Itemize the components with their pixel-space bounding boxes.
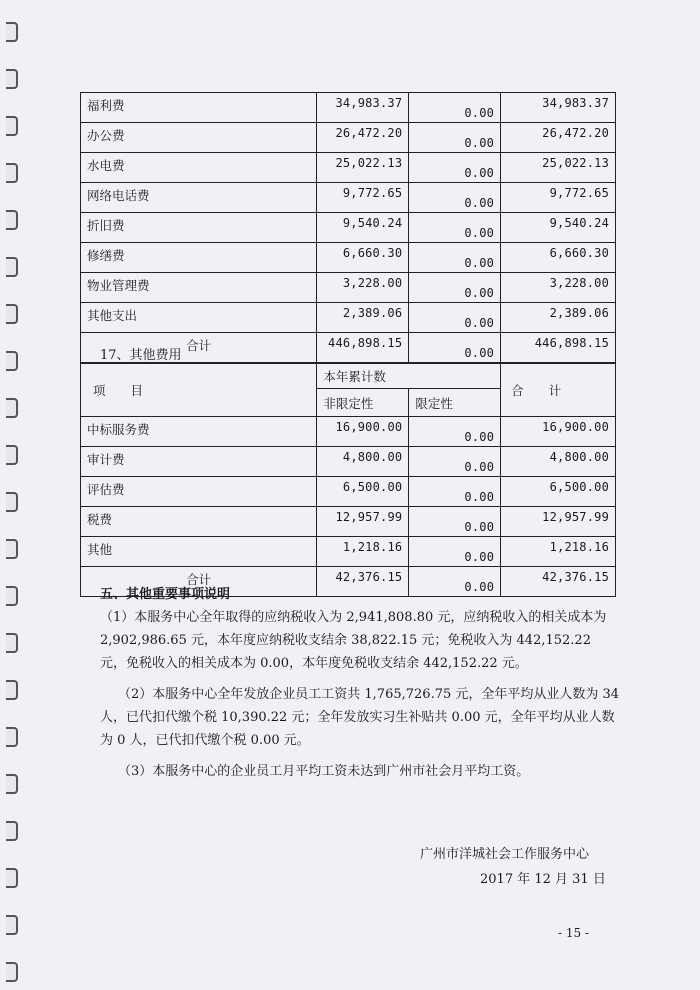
total-value: 42,376.15 [317,567,409,597]
header-total: 合 计 [501,364,616,417]
row-total: 25,022.13 [501,153,616,183]
row-restricted: 0.00 [409,213,501,243]
row-total: 34,983.37 [501,93,616,123]
table-row [81,537,616,567]
row-restricted: 0.00 [409,447,501,477]
row-total: 6,500.00 [501,477,616,507]
total-restricted: 0.00 [409,567,501,597]
total-sum: 42,376.15 [501,567,616,597]
row-name: 评估费 [81,477,317,507]
header-item: 项 目 [81,364,317,417]
binder-ring [6,633,18,653]
row-total: 6,660.30 [501,243,616,273]
section-5-title: 五、其他重要事项说明 [100,587,231,602]
row-value: 4,800.00 [317,447,409,477]
table-row [81,183,616,213]
row-name: 物业管理费 [81,273,317,303]
row-total: 12,957.99 [501,507,616,537]
binder-ring [6,821,18,841]
row-name: 办公费 [81,123,317,153]
header-restricted: 限定性 [409,389,501,417]
row-total: 3,228.00 [501,273,616,303]
row-total: 16,900.00 [501,417,616,447]
binder-ring [6,304,18,324]
row-restricted: 0.00 [409,123,501,153]
row-total: 26,472.20 [501,123,616,153]
binder-ring [6,351,18,371]
total-label: 合计 [81,333,317,363]
table-row [81,477,616,507]
header-unrestricted: 非限定性 [317,389,409,417]
binder-ring [6,680,18,700]
table-row [81,447,616,477]
row-name: 税费 [81,507,317,537]
binder-ring [6,915,18,935]
row-name: 中标服务费 [81,417,317,447]
binder-ring [6,774,18,794]
binder-ring [6,163,18,183]
binder-ring [6,962,18,982]
table-row [81,507,616,537]
note-paragraph-2: （2）本服务中心全年发放企业员工工资共 1,765,726.75 元，全年平均从业人数为 34 人，已代扣代缴个税 10,390.22 元；全年发放实习生补贴共 0.00 元，全年平均从业人数为 0 人，已代扣代缴个税 0.00 元。 [100,687,620,748]
binder-ring [6,257,18,277]
binder-ring [6,69,18,89]
binder-ring [6,22,18,42]
row-value: 2,389.06 [317,303,409,333]
binder-ring [6,116,18,136]
row-value: 26,472.20 [317,123,409,153]
row-total: 9,540.24 [501,213,616,243]
row-name: 水电费 [81,153,317,183]
note-paragraph-1: （1）本服务中心全年取得的应纳税收入为 2,941,808.80 元，应纳税收入的相关成本为 2,902,986.65 元，本年度应纳税收支结余 38,822.15 元；免税收入为 442,152.22 元，免税收入的相关成本为 0.00，本年度免税收支结余 442,152.22 元。 [100,610,607,671]
row-value: 6,660.30 [317,243,409,273]
row-value: 34,983.37 [317,93,409,123]
row-value: 25,022.13 [317,153,409,183]
note-paragraph-3: （3）本服务中心的企业员工月平均工资未达到广州市社会月平均工资。 [118,764,530,779]
page-number: - 15 - [558,926,590,940]
row-value: 16,900.00 [317,417,409,447]
row-total: 2,389.06 [501,303,616,333]
binder-ring [6,586,18,606]
table-row [81,243,616,273]
row-restricted: 0.00 [409,537,501,567]
other-expenses-table [80,363,616,597]
row-restricted: 0.00 [409,477,501,507]
total-value: 446,898.15 [317,333,409,363]
row-restricted: 0.00 [409,417,501,447]
row-name: 折旧费 [81,213,317,243]
binder-ring [6,445,18,465]
row-total: 9,772.65 [501,183,616,213]
row-name: 网络电话费 [81,183,317,213]
binder-ring [6,398,18,418]
table-row [81,273,616,303]
binder-ring [6,210,18,230]
row-total: 1,218.16 [501,537,616,567]
binder-ring [6,539,18,559]
binder-ring [6,492,18,512]
row-restricted: 0.00 [409,273,501,303]
row-value: 9,540.24 [317,213,409,243]
row-value: 3,228.00 [317,273,409,303]
signature-date: 2017 年 12 月 31 日 [480,872,606,887]
signature-org: 广州市洋城社会工作服务中心 [420,847,590,862]
binder-edge [0,0,30,990]
table-row [81,153,616,183]
row-restricted: 0.00 [409,153,501,183]
table-row [81,417,616,447]
row-name: 其他 [81,537,317,567]
header-group: 本年累计数 [317,364,501,389]
row-name: 福利费 [81,93,317,123]
row-restricted: 0.00 [409,507,501,537]
row-name: 其他支出 [81,303,317,333]
row-value: 12,957.99 [317,507,409,537]
total-label: 合计 [81,567,317,597]
expense-table-continued [80,92,616,363]
binder-ring [6,727,18,747]
total-restricted: 0.00 [409,333,501,363]
row-restricted: 0.00 [409,303,501,333]
row-restricted: 0.00 [409,93,501,123]
table-row [81,123,616,153]
row-value: 6,500.00 [317,477,409,507]
table-row [81,213,616,243]
row-restricted: 0.00 [409,183,501,213]
row-name: 审计费 [81,447,317,477]
row-value: 9,772.65 [317,183,409,213]
row-restricted: 0.00 [409,243,501,273]
table-row [81,303,616,333]
binder-ring [6,868,18,888]
section-17-title: 17、其他费用 [100,348,182,363]
row-value: 1,218.16 [317,537,409,567]
total-sum: 446,898.15 [501,333,616,363]
row-total: 4,800.00 [501,447,616,477]
row-name: 修缮费 [81,243,317,273]
table-row [81,93,616,123]
